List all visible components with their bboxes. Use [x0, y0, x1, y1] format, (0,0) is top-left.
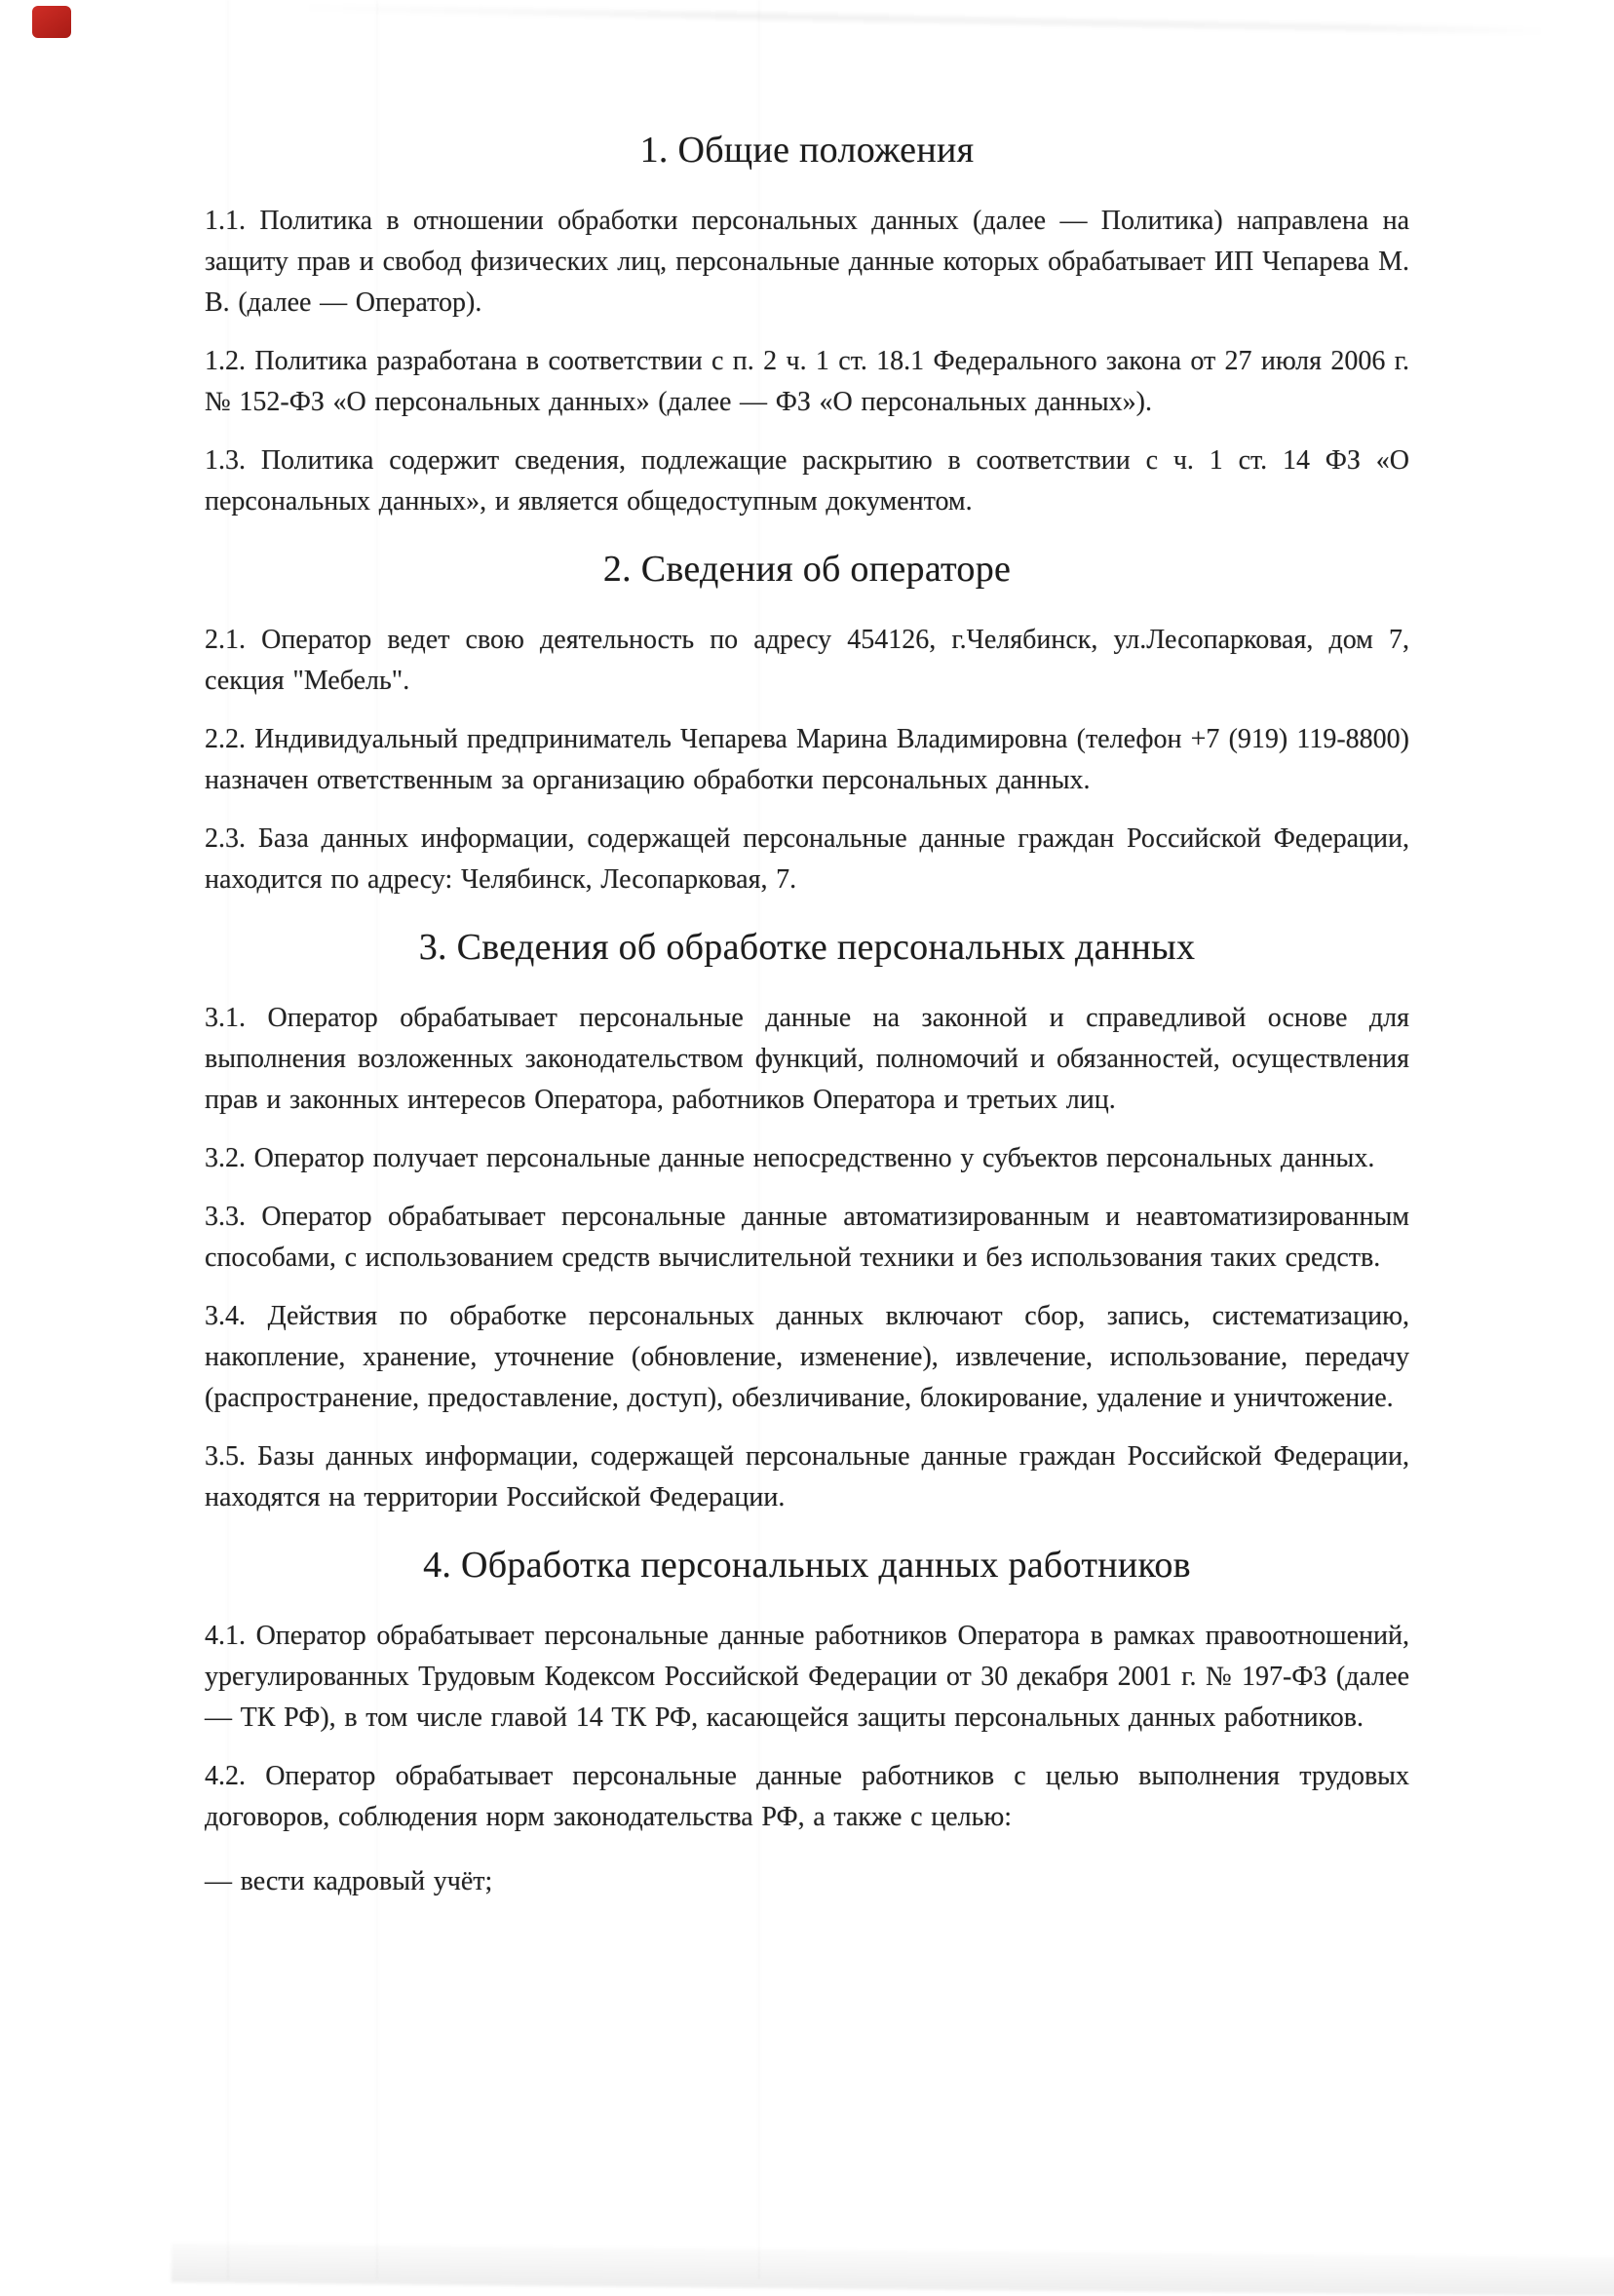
red-corner-mark — [32, 6, 71, 38]
document-body — [205, 127, 1409, 1920]
paragraph-1-2: 1.2. Политика разработана в соответствии с п. 2 ч. 1 ст. 18.1 Федерального закона от 27 июля 2006 г. № 152-ФЗ «О персональных данных» (далее — ФЗ «О персональных данных»). — [205, 346, 1409, 417]
paragraph-2-2: 2.2. Индивидуальный предприниматель Чепарева Марина Владимировна (телефон +7 (919) 119-8800) назначен ответственным за организацию обработки персональных данных. — [205, 724, 1409, 795]
paragraph-2-3: 2.3. База данных информации, содержащей персональные данные граждан Российской Федерации, находится по адресу: Челябинск, Лесопарковая, 7. — [205, 823, 1409, 895]
paragraph-3-1: 3.1. Оператор обрабатывает персональные данные на законной и справедливой основе для выполнения возложенных законодательством функций, полномочий и обязанностей, осуществления прав и законных интересов Оператора, работников Оператора и третьих лиц. — [205, 1003, 1409, 1115]
paragraph-3-4: 3.4. Действия по обработке персональных данных включают сбор, запись, систематизацию, накопление, хранение, уточнение (обновление, изменение), извлечение, использование, передачу (распространение, предоставление, доступ), обезличивание, блокирование, удаление и уничтожение. — [205, 1301, 1409, 1413]
paragraph-4-2: 4.2. Оператор обрабатывает персональные данные работников с целью выполнения трудовых договоров, соблюдения норм законодательства РФ, а также с целью: — [205, 1761, 1409, 1832]
paragraph-2-1: 2.1. Оператор ведет свою деятельность по адресу 454126, г.Челябинск, ул.Лесопарковая, дом 7, секция "Мебель". — [205, 625, 1409, 696]
paragraph-3-2: 3.2. Оператор получает персональные данные непосредственно у субъектов персональных данных. — [205, 1143, 1375, 1173]
section-heading-2: 2. Сведения об операторе — [602, 549, 1012, 590]
scan-shadow-bottom — [172, 2243, 1614, 2296]
section-heading-4: 4. Обработка персональных данных работников — [423, 1545, 1191, 1586]
section-heading-1: 1. Общие положения — [639, 130, 975, 171]
paragraph-1-3: 1.3. Политика содержит сведения, подлежащие раскрытию в соответствии с ч. 1 ст. 14 ФЗ «О персональных данных», и является общедоступным документом. — [205, 445, 1409, 517]
section-operator-info — [205, 546, 1409, 900]
paragraph-3-5: 3.5. Базы данных информации, содержащей персональные данные граждан Российской Федерации, находятся на территории Российской Федерации. — [205, 1441, 1409, 1512]
section-employee-data — [205, 1542, 1409, 1902]
list-item-hr-accounting: — вести кадровый учёт; — [205, 1866, 493, 1896]
section-processing-info — [205, 924, 1409, 1518]
paragraph-1-1: 1.1. Политика в отношении обработки персональных данных (далее — Политика) направлена на защиту прав и свобод физических лиц, персональные данные которых обрабатывает ИП Чепарева М. В. (далее — Оператор). — [205, 206, 1409, 318]
scan-edge-line-top — [292, 4, 1550, 35]
section-heading-3: 3. Сведения об обработке персональных данных — [418, 927, 1196, 968]
section-general-provisions — [205, 127, 1409, 522]
paragraph-3-3: 3.3. Оператор обрабатывает персональные данные автоматизированным и неавтоматизированным способами, с использованием средств вычислительной техники и без использования таких средств. — [205, 1202, 1409, 1273]
paragraph-4-1: 4.1. Оператор обрабатывает персональные данные работников Оператора в рамках правоотношений, урегулированных Трудовым Кодексом Российской Федерации от 30 декабря 2001 г. № 197-ФЗ (далее — ТК РФ), в том числе главой 14 ТК РФ, касающейся защиты персональных данных работников. — [205, 1621, 1409, 1733]
